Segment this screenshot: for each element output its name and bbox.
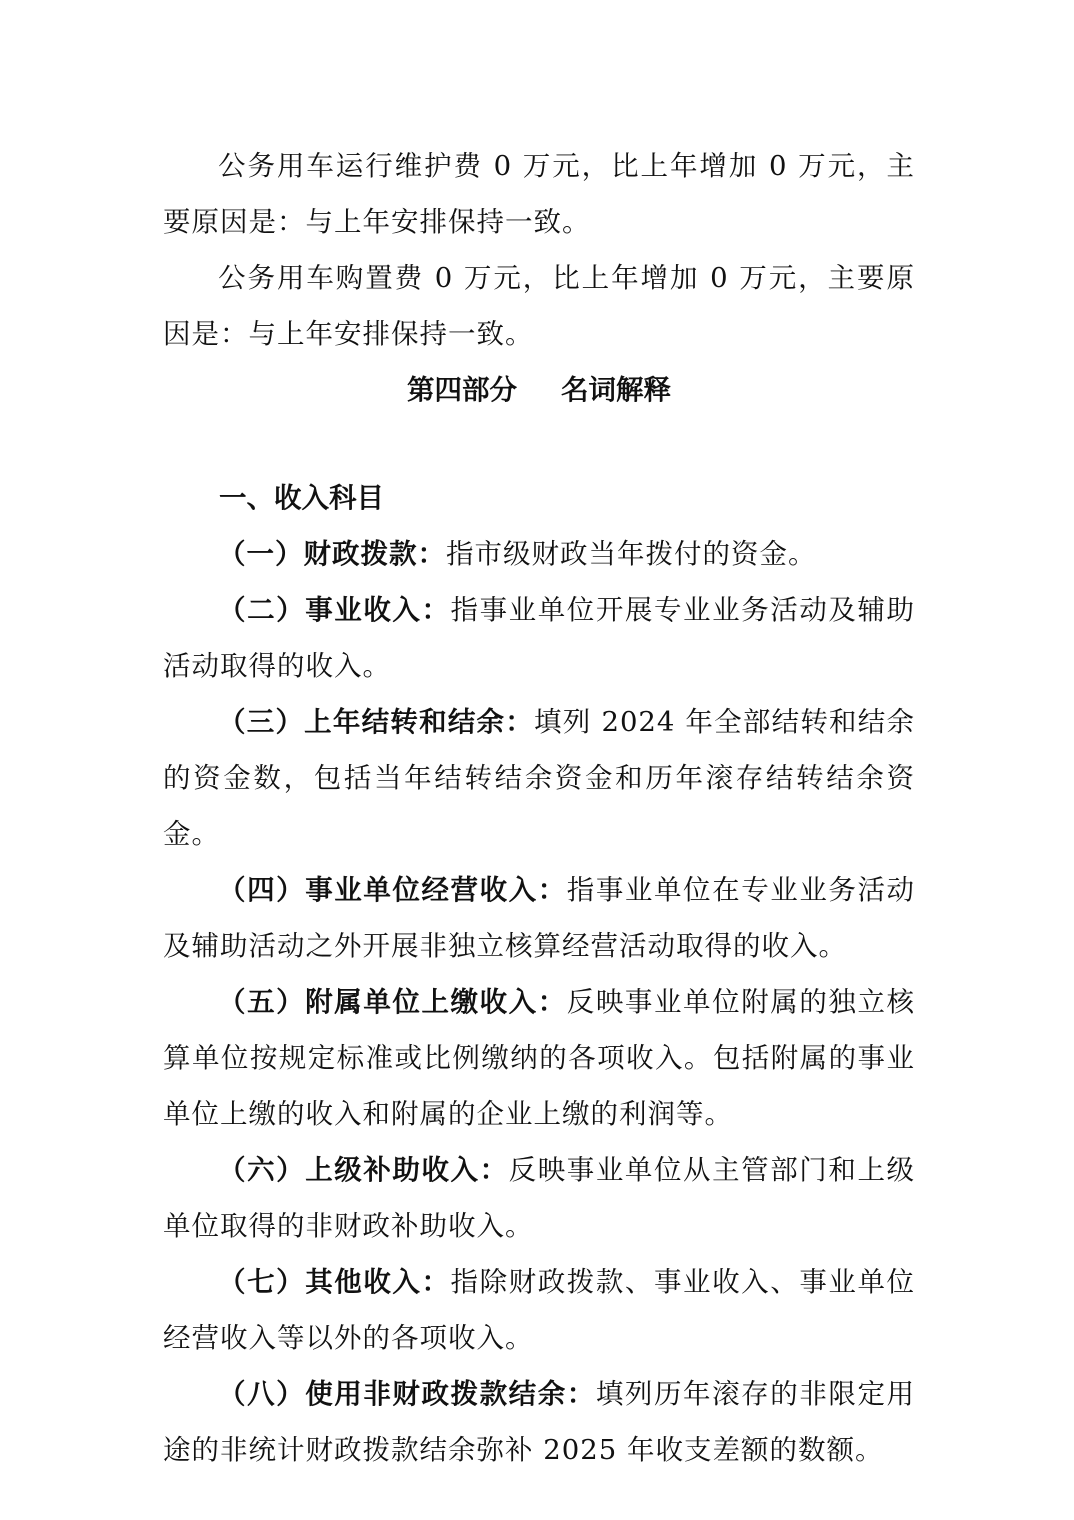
- definition-term: （五）附属单位上缴收入：: [218, 986, 567, 1018]
- definition-text: 填列 2024 年全部结转和结余的资金数，包括当年结转结余资金和历年滚存结转结余资金。: [163, 706, 915, 850]
- definition-term: （七）其他收入：: [218, 1266, 451, 1298]
- definition-text: 指除财政拨款、事业收入、事业单位经营收入等以外的各项收入。: [163, 1266, 916, 1354]
- definition-item: [163, 526, 915, 582]
- definition-item: [163, 974, 915, 1142]
- definition-item: [163, 1366, 915, 1478]
- definition-item: [163, 582, 915, 694]
- definition-text: 填列历年滚存的非限定用途的非统计财政拨款结余弥补 2025 年收支差额的数额。: [163, 1378, 916, 1466]
- definition-item: [163, 1142, 915, 1254]
- paragraph-vehicle-purchase: 公务用车购置费 0 万元，比上年增加 0 万元，主要原因是：与上年安排保持一致。: [163, 262, 915, 350]
- part-number: 第四部分: [407, 374, 517, 406]
- definition-term: （六）上级补助收入：: [218, 1154, 509, 1186]
- definition-term: （四）事业单位经营收入：: [218, 874, 567, 906]
- definition-term: （一）财政拨款：: [218, 538, 446, 570]
- section-heading: 一、收入科目: [219, 482, 384, 514]
- definition-term: （八）使用非财政拨款结余：: [218, 1378, 596, 1410]
- part-name: 名词解释: [561, 374, 671, 406]
- definition-term: （二）事业收入：: [218, 594, 451, 626]
- definition-item: [163, 862, 915, 974]
- definition-text: 反映事业单位从主管部门和上级单位取得的非财政补助收入。: [163, 1154, 916, 1242]
- definition-text: 指市级财政当年拨付的资金。: [446, 538, 817, 570]
- paragraph-vehicle-maintenance: 公务用车运行维护费 0 万元，比上年增加 0 万元，主要原因是：与上年安排保持一致。: [163, 150, 915, 238]
- definition-item: [163, 694, 915, 862]
- definition-text: 指事业单位开展专业业务活动及辅助活动取得的收入。: [163, 594, 916, 682]
- section-spacer: [163, 418, 915, 470]
- definition-term: （三）上年结转和结余：: [218, 706, 535, 738]
- definition-text: 指事业单位在专业业务活动及辅助活动之外开展非独立核算经营活动取得的收入。: [163, 874, 916, 962]
- part-title: [163, 362, 915, 418]
- definition-item: [163, 1254, 915, 1366]
- document-body: [163, 138, 915, 1478]
- definition-text: 反映事业单位附属的独立核算单位按规定标准或比例缴纳的各项收入。包括附属的事业单位上缴的收入和附属的企业上缴的利润等。: [163, 986, 916, 1130]
